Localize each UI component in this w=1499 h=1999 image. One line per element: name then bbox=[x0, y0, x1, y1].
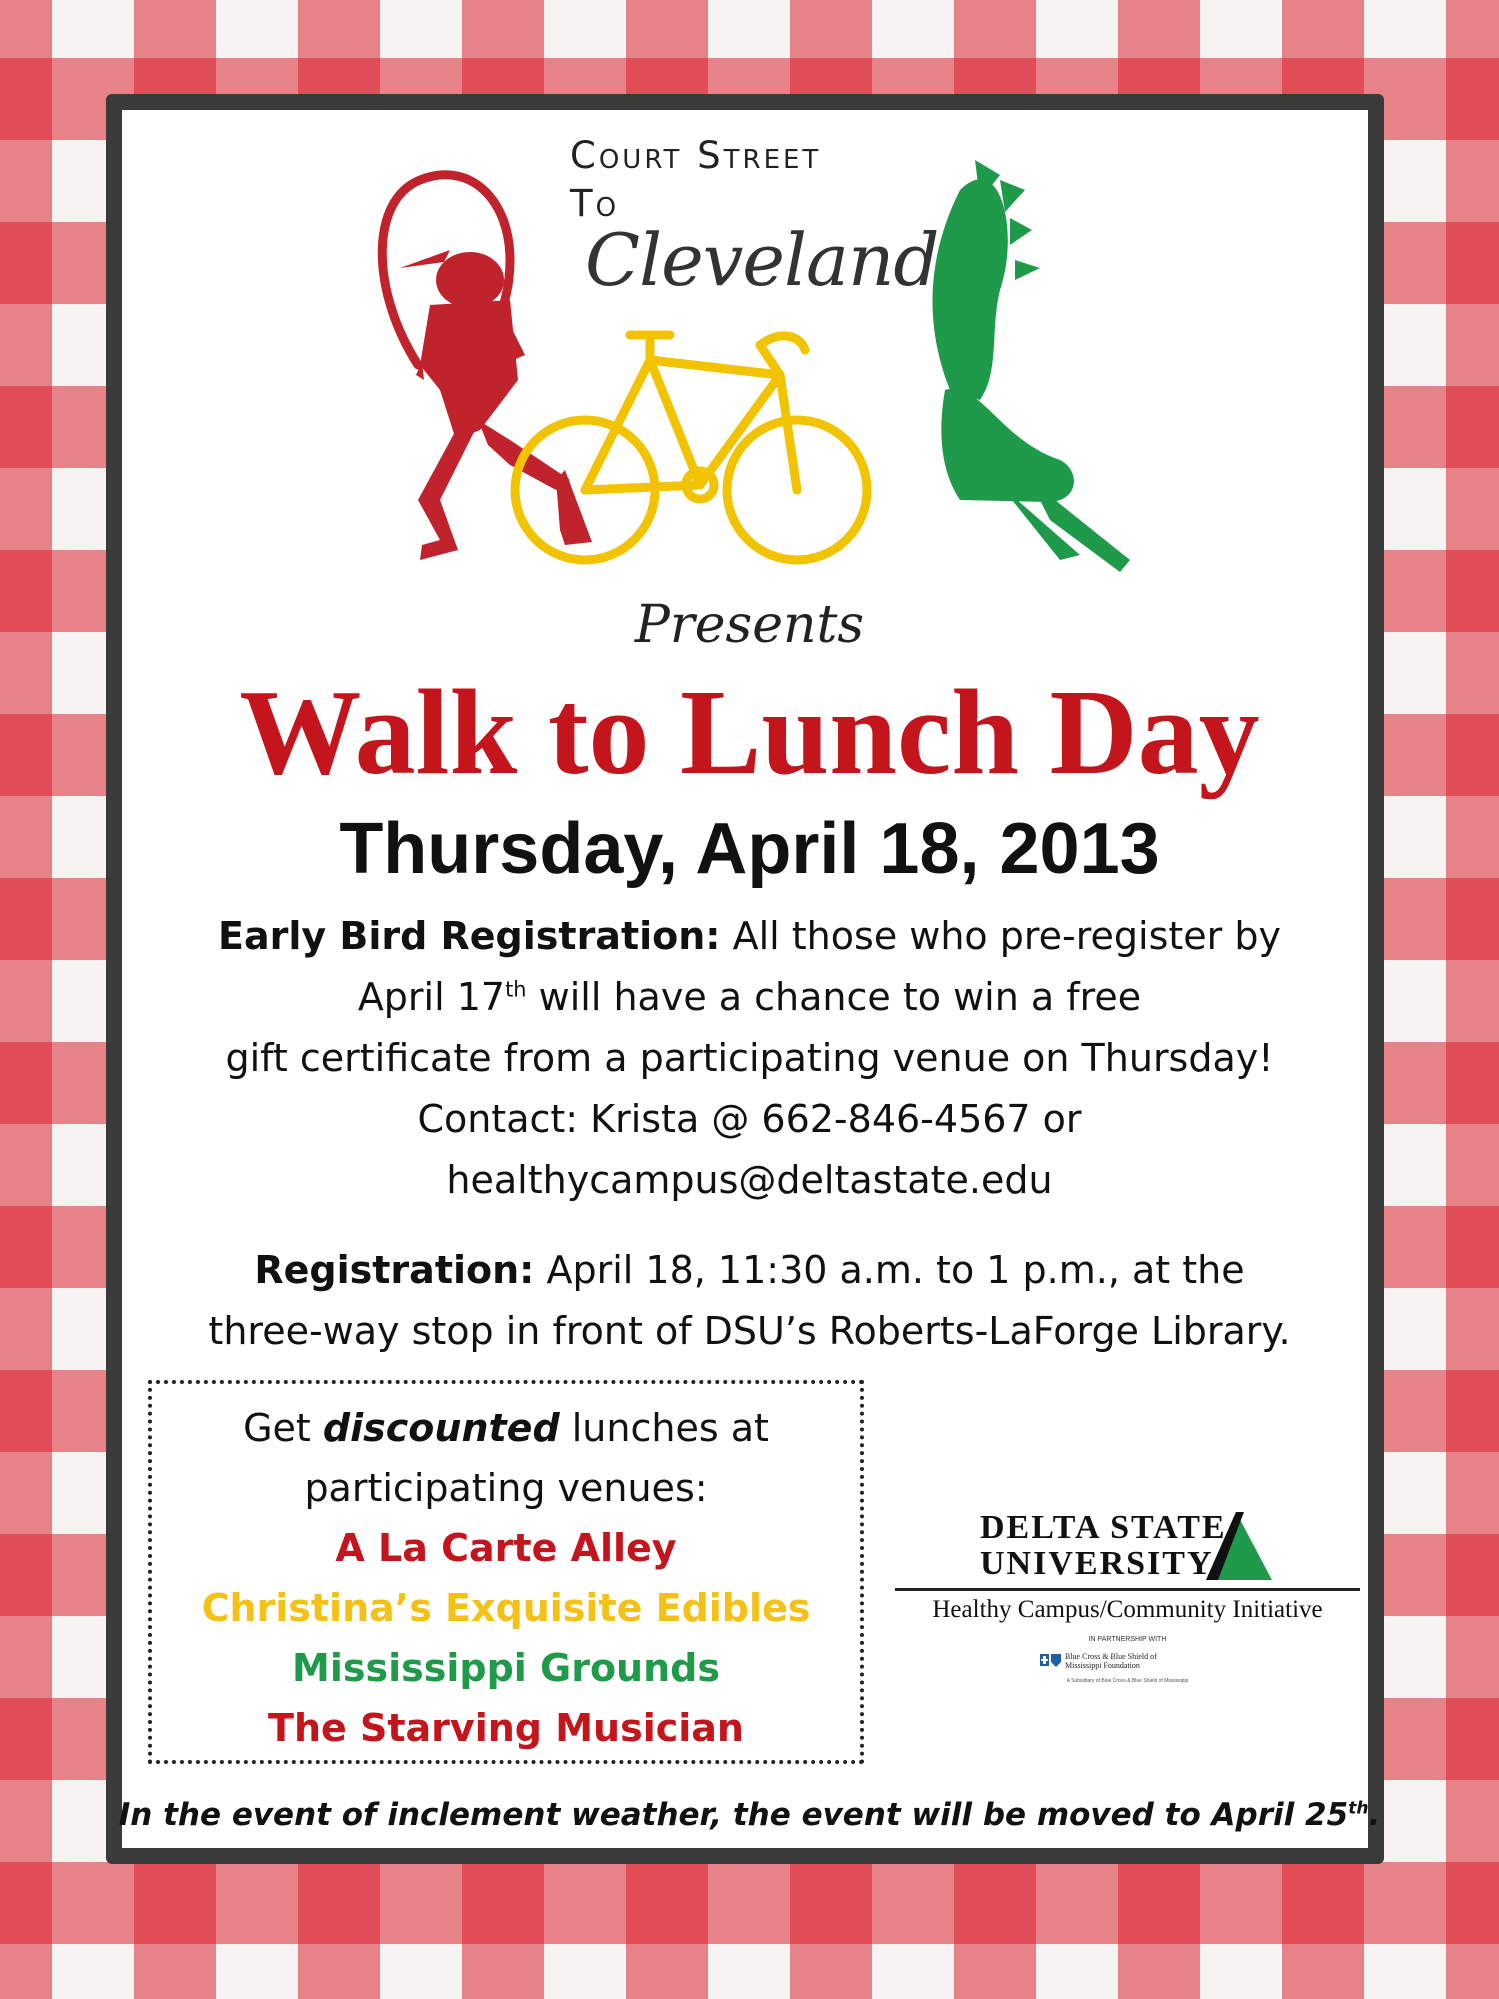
venue-item: Mississippi Grounds bbox=[292, 1646, 720, 1690]
registration-text-a: April 18, 11:30 a.m. to 1 p.m., at the bbox=[546, 1248, 1245, 1292]
weather-notice-end: . bbox=[1368, 1797, 1381, 1833]
registration-line-1 bbox=[140, 1240, 1359, 1301]
dsu-logo-name bbox=[980, 1510, 1227, 1582]
weather-notice bbox=[0, 1797, 1499, 1833]
registration-label: Registration: bbox=[254, 1248, 535, 1292]
bcbs-line2: Mississippi Foundation bbox=[1065, 1661, 1140, 1670]
early-bird-sup: th bbox=[505, 977, 527, 1002]
weather-notice-text: In the event of inclement weather, the event will be moved to April 25 bbox=[118, 1797, 1349, 1833]
dsu-triangle-icon bbox=[1206, 1512, 1272, 1580]
early-bird-label: Early Bird Registration: bbox=[218, 914, 721, 958]
logo-line1-text: Court Street bbox=[570, 134, 822, 177]
venues-intro bbox=[152, 1398, 860, 1518]
venues-intro-em: discounted bbox=[322, 1406, 560, 1450]
venue-item: Christina’s Exquisite Edibles bbox=[201, 1586, 811, 1630]
venue-item: A La Carte Alley bbox=[335, 1526, 677, 1570]
jump-rope-child-shape bbox=[400, 250, 592, 560]
registration-block bbox=[140, 1240, 1359, 1362]
bcbs-foundation-text bbox=[1065, 1652, 1157, 1670]
early-bird-block bbox=[140, 906, 1359, 1211]
early-bird-text-c: will have a chance to win a free bbox=[538, 975, 1142, 1019]
contact-line: Contact: Krista @ 662-846-4567 or bbox=[417, 1097, 1082, 1141]
dsu-line2: UNIVERSITY bbox=[980, 1545, 1214, 1582]
early-bird-text-b: April 17 bbox=[357, 975, 506, 1019]
logo-line2-text: To bbox=[570, 182, 620, 225]
venues-intro-b: lunches at bbox=[571, 1406, 769, 1450]
early-bird-text-a: All those who pre-register by bbox=[732, 914, 1281, 958]
contact-email[interactable]: healthycampus@deltastate.edu bbox=[446, 1158, 1053, 1202]
early-bird-line-1 bbox=[140, 906, 1359, 967]
bcbs-line1: Blue Cross & Blue Shield of bbox=[1065, 1652, 1157, 1661]
logo-artwork bbox=[360, 140, 1140, 580]
dsu-divider bbox=[895, 1588, 1360, 1591]
event-headline: Walk to Lunch Day bbox=[239, 665, 1260, 800]
venues-box bbox=[148, 1380, 864, 1764]
bcbs-cross-shield-icon bbox=[1040, 1651, 1062, 1669]
presents-text: Presents bbox=[634, 595, 865, 655]
event-date: Thursday, April 18, 2013 bbox=[339, 809, 1160, 889]
venues-intro-line-1 bbox=[152, 1398, 860, 1458]
weather-notice-sup: th bbox=[1348, 1798, 1369, 1819]
dsu-line1: DELTA STATE bbox=[980, 1509, 1227, 1546]
early-bird-line-3: gift certificate from a participating venue on Thursday! bbox=[225, 1036, 1274, 1080]
venues-intro-a: Get bbox=[243, 1406, 311, 1450]
runner-legs-shape bbox=[933, 160, 1131, 572]
venue-item: The Starving Musician bbox=[268, 1706, 744, 1750]
dsu-partner-label: IN PARTNERSHIP WITH bbox=[1088, 1636, 1167, 1643]
early-bird-line-2 bbox=[140, 967, 1359, 1028]
venues-intro-line-2: participating venues: bbox=[304, 1466, 708, 1510]
dsu-initiative: Healthy Campus/Community Initiative bbox=[932, 1596, 1323, 1623]
logo-script-cleveland: Cleveland bbox=[585, 218, 939, 302]
logo-line-court-street bbox=[570, 135, 821, 177]
registration-line-2: three-way stop in front of DSU’s Roberts-LaForge Library. bbox=[208, 1309, 1291, 1353]
bcbs-subsidiary-text: A Subsidiary of Blue Cross & Blue Shield of Mississippi bbox=[1066, 1678, 1189, 1684]
